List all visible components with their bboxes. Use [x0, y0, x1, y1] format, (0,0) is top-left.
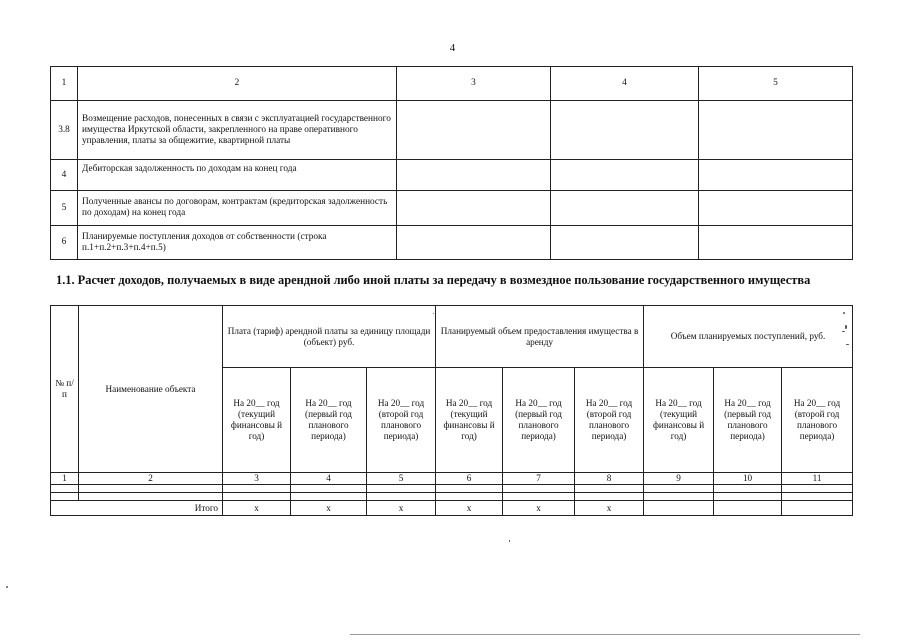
row-description: Полученные авансы по договорам, контрактам (кредиторская задолженность по доходам) на конец года: [78, 191, 397, 226]
column-number: 9: [644, 473, 714, 485]
total-mark: x: [291, 501, 367, 516]
year-sub-header: На 20__ год (первый год планового периода): [291, 368, 367, 473]
value-cell: [699, 101, 853, 160]
scan-speck: [842, 331, 845, 332]
rental-income-table: [50, 305, 853, 516]
total-value-cell: [714, 501, 782, 516]
col-header: 3: [397, 67, 551, 101]
row-description: Дебиторская задолженность по доходам на конец года: [78, 160, 397, 191]
year-sub-header: На 20__ год (текущий финансовы й год): [644, 368, 714, 473]
column-number: 11: [782, 473, 853, 485]
group-header-planned-volume: Планируемый объем предоставления имущества в аренду: [436, 306, 644, 368]
table-row: [51, 493, 853, 501]
value-cell: [551, 191, 699, 226]
col-header: 5: [699, 67, 853, 101]
group-header-rent-rate: Плата (тариф) арендной платы за единицу площади (объект) руб.: [223, 306, 436, 368]
value-cell: [397, 160, 551, 191]
scan-speck: [509, 540, 510, 542]
value-cell: [551, 226, 699, 260]
year-sub-header: На 20__ год (текущий финансовы й год): [436, 368, 503, 473]
group-header-row: [51, 306, 853, 368]
year-sub-header: На 20__ год (второй год планового периода): [575, 368, 644, 473]
year-sub-header: На 20__ год (второй год планового периода): [782, 368, 853, 473]
number-column-header: № п/п: [51, 306, 79, 473]
table-row: [51, 191, 853, 226]
row-description: Планируемые поступления доходов от собственности (строка п.1+п.2+п.3+п.4+п.5): [78, 226, 397, 260]
row-number: 4: [51, 160, 78, 191]
income-summary-table: [50, 66, 853, 260]
year-sub-header: На 20__ год (второй год планового периода): [367, 368, 436, 473]
scan-speck: [843, 312, 845, 314]
table-row: [51, 101, 853, 160]
row-number: 3.8: [51, 101, 78, 160]
scan-speck: [846, 344, 849, 345]
table-row: [51, 485, 853, 493]
column-number: 6: [436, 473, 503, 485]
col-header: 2: [78, 67, 397, 101]
row-number: 6: [51, 226, 78, 260]
column-number: 4: [291, 473, 367, 485]
value-cell: [397, 101, 551, 160]
scan-speck: [845, 325, 847, 329]
value-cell: [397, 226, 551, 260]
total-value-cell: [644, 501, 714, 516]
total-mark: x: [367, 501, 436, 516]
total-label: Итого: [51, 501, 223, 516]
year-sub-header: На 20__ год (первый год планового периода): [714, 368, 782, 473]
table-row: [51, 160, 853, 191]
value-cell: [699, 191, 853, 226]
section-title: 1.1. Расчет доходов, получаемых в виде арендной либо иной платы за передачу в возмездное пользование государственного имущества: [56, 273, 811, 287]
year-sub-header: На 20__ год (первый год планового периода): [503, 368, 575, 473]
scan-speck: [433, 313, 434, 314]
table-row: [51, 226, 853, 260]
column-number: 3: [223, 473, 291, 485]
column-number: 10: [714, 473, 782, 485]
total-mark: x: [223, 501, 291, 516]
value-cell: [551, 160, 699, 191]
page-number: 4: [449, 42, 456, 54]
total-mark: x: [503, 501, 575, 516]
total-row: [51, 501, 853, 516]
column-number: 5: [367, 473, 436, 485]
value-cell: [397, 191, 551, 226]
column-number: 1: [51, 473, 79, 485]
year-sub-header: На 20__ год (текущий финансовы й год): [223, 368, 291, 473]
col-header: 4: [551, 67, 699, 101]
scan-speck: [6, 586, 8, 588]
column-number: 2: [79, 473, 223, 485]
value-cell: [699, 160, 853, 191]
column-number: 7: [503, 473, 575, 485]
value-cell: [699, 226, 853, 260]
value-cell: [551, 101, 699, 160]
group-header-planned-revenue: Объем планируемых поступлений, руб.: [644, 306, 853, 368]
total-mark: x: [575, 501, 644, 516]
table-header-row: [51, 67, 853, 101]
total-value-cell: [782, 501, 853, 516]
column-number: 8: [575, 473, 644, 485]
object-name-column-header: Наименование объекта: [79, 306, 223, 473]
column-numbering-row: [51, 473, 853, 485]
row-description: Возмещение расходов, понесенных в связи с эксплуатацией государственного имущества Иркутской области, закрепленного на праве оперативного управления, платы за общежитие, квартирной платы: [78, 101, 397, 160]
scan-edge-line: [350, 634, 860, 635]
col-header: 1: [51, 67, 78, 101]
total-mark: x: [436, 501, 503, 516]
row-number: 5: [51, 191, 78, 226]
